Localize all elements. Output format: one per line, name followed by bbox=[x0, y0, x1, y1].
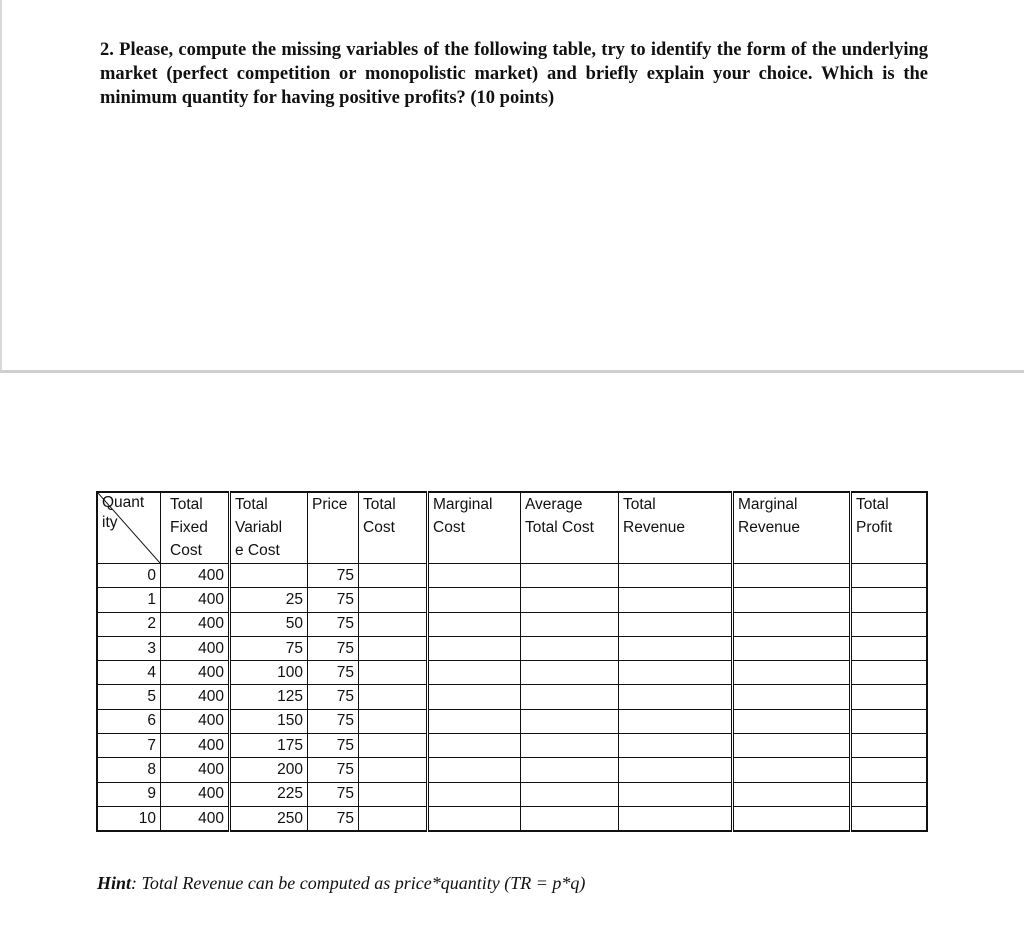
cell-marginal-cost[interactable] bbox=[428, 612, 521, 636]
header-tr-line1: Total bbox=[623, 496, 656, 513]
cell-total-fixed-cost: 400 bbox=[161, 709, 230, 733]
cell-total-fixed-cost: 400 bbox=[161, 612, 230, 636]
header-tfc-line3: Cost bbox=[170, 542, 202, 559]
cell-average-total-cost[interactable] bbox=[521, 661, 619, 685]
header-total-fixed-cost bbox=[161, 492, 230, 564]
header-tfc-line2: Fixed bbox=[170, 519, 208, 536]
cell-average-total-cost[interactable] bbox=[521, 758, 619, 782]
cell-total-revenue[interactable] bbox=[619, 612, 733, 636]
hint-text bbox=[97, 873, 585, 894]
cell-average-total-cost[interactable] bbox=[521, 734, 619, 758]
cell-price: 75 bbox=[308, 685, 359, 709]
cell-total-profit[interactable] bbox=[851, 709, 928, 733]
header-average-total-cost bbox=[521, 492, 619, 564]
cell-total-cost[interactable] bbox=[359, 636, 428, 660]
cell-total-profit[interactable] bbox=[851, 758, 928, 782]
cell-total-revenue[interactable] bbox=[619, 588, 733, 612]
question-text: 2. Please, compute the missing variables of the following table, try to identify the form of the underlying market (perfect competition or monopolistic market) and briefly explain your choice. Which is the minimum quantity for having positive profits? (10 points) bbox=[100, 40, 928, 108]
cell-total-variable-cost: 175 bbox=[230, 734, 308, 758]
header-price bbox=[308, 492, 359, 564]
cell-quantity: 8 bbox=[97, 758, 161, 782]
cell-total-cost[interactable] bbox=[359, 806, 428, 831]
cell-total-profit[interactable] bbox=[851, 782, 928, 806]
table-row bbox=[97, 636, 927, 660]
cell-total-profit[interactable] bbox=[851, 612, 928, 636]
header-tvc-line1: Total bbox=[235, 496, 268, 513]
cell-total-variable-cost: 50 bbox=[230, 612, 308, 636]
cell-price: 75 bbox=[308, 564, 359, 588]
cell-total-variable-cost: 200 bbox=[230, 758, 308, 782]
cell-total-variable-cost: 150 bbox=[230, 709, 308, 733]
cell-total-revenue[interactable] bbox=[619, 806, 733, 831]
cell-quantity: 3 bbox=[97, 636, 161, 660]
cell-average-total-cost[interactable] bbox=[521, 806, 619, 831]
cell-marginal-revenue[interactable] bbox=[733, 734, 851, 758]
header-tvc-line2: Variabl bbox=[235, 519, 283, 536]
cell-average-total-cost[interactable] bbox=[521, 782, 619, 806]
cell-total-cost[interactable] bbox=[359, 564, 428, 588]
cell-total-variable-cost: 25 bbox=[230, 588, 308, 612]
cell-total-variable-cost: 100 bbox=[230, 661, 308, 685]
header-tvc-line3: e Cost bbox=[235, 542, 280, 559]
cell-total-cost[interactable] bbox=[359, 734, 428, 758]
cell-average-total-cost[interactable] bbox=[521, 685, 619, 709]
cell-marginal-revenue[interactable] bbox=[733, 564, 851, 588]
cell-marginal-cost[interactable] bbox=[428, 782, 521, 806]
cell-total-profit[interactable] bbox=[851, 734, 928, 758]
cell-average-total-cost[interactable] bbox=[521, 636, 619, 660]
table-row bbox=[97, 709, 927, 733]
cell-total-profit[interactable] bbox=[851, 588, 928, 612]
cell-price: 75 bbox=[308, 612, 359, 636]
cell-total-revenue[interactable] bbox=[619, 685, 733, 709]
cell-marginal-cost[interactable] bbox=[428, 758, 521, 782]
cell-marginal-cost[interactable] bbox=[428, 734, 521, 758]
header-tp-line1: Total bbox=[856, 496, 889, 513]
cell-marginal-cost[interactable] bbox=[428, 709, 521, 733]
table-row bbox=[97, 685, 927, 709]
cell-quantity: 7 bbox=[97, 734, 161, 758]
cost-revenue-table bbox=[96, 491, 928, 832]
cell-marginal-revenue[interactable] bbox=[733, 612, 851, 636]
cell-total-fixed-cost: 400 bbox=[161, 806, 230, 831]
hint-label: Hint bbox=[97, 873, 132, 893]
cell-total-fixed-cost: 400 bbox=[161, 758, 230, 782]
cell-total-cost[interactable] bbox=[359, 782, 428, 806]
cell-total-cost[interactable] bbox=[359, 661, 428, 685]
cell-total-fixed-cost: 400 bbox=[161, 636, 230, 660]
cell-total-variable-cost: 75 bbox=[230, 636, 308, 660]
cell-price: 75 bbox=[308, 709, 359, 733]
header-tr-line2: Revenue bbox=[623, 519, 686, 536]
cell-marginal-revenue[interactable] bbox=[733, 661, 851, 685]
header-tfc-line1: Total bbox=[170, 496, 203, 513]
cell-total-fixed-cost: 400 bbox=[161, 588, 230, 612]
header-quantity-line2: ity bbox=[102, 514, 118, 531]
cell-marginal-revenue[interactable] bbox=[733, 685, 851, 709]
cell-total-revenue[interactable] bbox=[619, 782, 733, 806]
cell-total-revenue[interactable] bbox=[619, 758, 733, 782]
cell-marginal-cost[interactable] bbox=[428, 588, 521, 612]
cell-quantity: 0 bbox=[97, 564, 161, 588]
cell-total-profit[interactable] bbox=[851, 661, 928, 685]
cell-marginal-revenue[interactable] bbox=[733, 758, 851, 782]
cell-average-total-cost[interactable] bbox=[521, 709, 619, 733]
cell-quantity: 4 bbox=[97, 661, 161, 685]
table-row bbox=[97, 588, 927, 612]
cell-total-fixed-cost: 400 bbox=[161, 782, 230, 806]
cell-marginal-cost[interactable] bbox=[428, 636, 521, 660]
cell-total-revenue[interactable] bbox=[619, 636, 733, 660]
cell-marginal-cost[interactable] bbox=[428, 564, 521, 588]
section-divider bbox=[0, 370, 1024, 373]
cell-total-cost[interactable] bbox=[359, 685, 428, 709]
cell-total-revenue[interactable] bbox=[619, 564, 733, 588]
cell-quantity: 1 bbox=[97, 588, 161, 612]
header-mr-line1: Marginal bbox=[738, 496, 798, 513]
header-marginal-revenue bbox=[733, 492, 851, 564]
cell-total-fixed-cost: 400 bbox=[161, 661, 230, 685]
cell-marginal-cost[interactable] bbox=[428, 806, 521, 831]
cell-quantity: 6 bbox=[97, 709, 161, 733]
cost-revenue-table-container bbox=[96, 491, 928, 832]
cell-total-revenue[interactable] bbox=[619, 661, 733, 685]
cell-total-fixed-cost: 400 bbox=[161, 734, 230, 758]
cell-total-profit[interactable] bbox=[851, 806, 928, 831]
header-atc-line2: Total Cost bbox=[525, 519, 594, 536]
header-tp-line2: Profit bbox=[856, 519, 893, 536]
header-total-cost bbox=[359, 492, 428, 564]
cell-total-cost[interactable] bbox=[359, 588, 428, 612]
header-mc-line2: Cost bbox=[433, 519, 465, 536]
cell-total-cost[interactable] bbox=[359, 612, 428, 636]
cell-total-variable-cost: 225 bbox=[230, 782, 308, 806]
header-marginal-cost bbox=[428, 492, 521, 564]
header-quantity bbox=[97, 492, 161, 564]
cell-marginal-revenue[interactable] bbox=[733, 782, 851, 806]
header-mr-line2: Revenue bbox=[738, 519, 801, 536]
cell-total-profit[interactable] bbox=[851, 685, 928, 709]
header-total-variable-cost bbox=[230, 492, 308, 564]
cell-price: 75 bbox=[308, 636, 359, 660]
header-tc-line2: Cost bbox=[363, 519, 395, 536]
table-row bbox=[97, 564, 927, 588]
cell-total-revenue[interactable] bbox=[619, 709, 733, 733]
table-row bbox=[97, 612, 927, 636]
cell-average-total-cost[interactable] bbox=[521, 564, 619, 588]
table-row bbox=[97, 758, 927, 782]
cell-marginal-revenue[interactable] bbox=[733, 588, 851, 612]
cell-total-fixed-cost: 400 bbox=[161, 685, 230, 709]
header-tc-line1: Total bbox=[363, 496, 396, 513]
header-quantity-line1: Quant bbox=[102, 494, 145, 511]
cell-price: 75 bbox=[308, 661, 359, 685]
cell-total-profit[interactable] bbox=[851, 636, 928, 660]
header-atc-line1: Average bbox=[525, 496, 583, 513]
table-row bbox=[97, 806, 927, 831]
cell-marginal-cost[interactable] bbox=[428, 661, 521, 685]
header-total-revenue bbox=[619, 492, 733, 564]
cell-price: 75 bbox=[308, 806, 359, 831]
cell-average-total-cost[interactable] bbox=[521, 612, 619, 636]
question-panel bbox=[0, 0, 1024, 370]
cell-quantity: 9 bbox=[97, 782, 161, 806]
cell-price: 75 bbox=[308, 758, 359, 782]
header-mc-line1: Marginal bbox=[433, 496, 493, 513]
cell-total-cost[interactable] bbox=[359, 709, 428, 733]
cell-price: 75 bbox=[308, 782, 359, 806]
table-row bbox=[97, 661, 927, 685]
cell-total-cost[interactable] bbox=[359, 758, 428, 782]
cell-total-fixed-cost: 400 bbox=[161, 564, 230, 588]
cell-quantity: 10 bbox=[97, 806, 161, 831]
cell-marginal-revenue[interactable] bbox=[733, 806, 851, 831]
cell-price: 75 bbox=[308, 734, 359, 758]
cell-total-variable-cost: 125 bbox=[230, 685, 308, 709]
cell-marginal-cost[interactable] bbox=[428, 685, 521, 709]
cell-quantity: 5 bbox=[97, 685, 161, 709]
cell-total-variable-cost bbox=[230, 564, 308, 588]
cell-price: 75 bbox=[308, 588, 359, 612]
cell-marginal-revenue[interactable] bbox=[733, 636, 851, 660]
cell-total-revenue[interactable] bbox=[619, 734, 733, 758]
cell-marginal-revenue[interactable] bbox=[733, 709, 851, 733]
cell-total-profit[interactable] bbox=[851, 564, 928, 588]
cell-quantity: 2 bbox=[97, 612, 161, 636]
table-row bbox=[97, 734, 927, 758]
header-total-profit bbox=[851, 492, 928, 564]
table-header-row bbox=[97, 492, 927, 564]
cell-average-total-cost[interactable] bbox=[521, 588, 619, 612]
header-price-line1: Price bbox=[312, 496, 348, 513]
table-row bbox=[97, 782, 927, 806]
cell-total-variable-cost: 250 bbox=[230, 806, 308, 831]
hint-body: : Total Revenue can be computed as price*quantity (TR = p*q) bbox=[131, 873, 586, 893]
